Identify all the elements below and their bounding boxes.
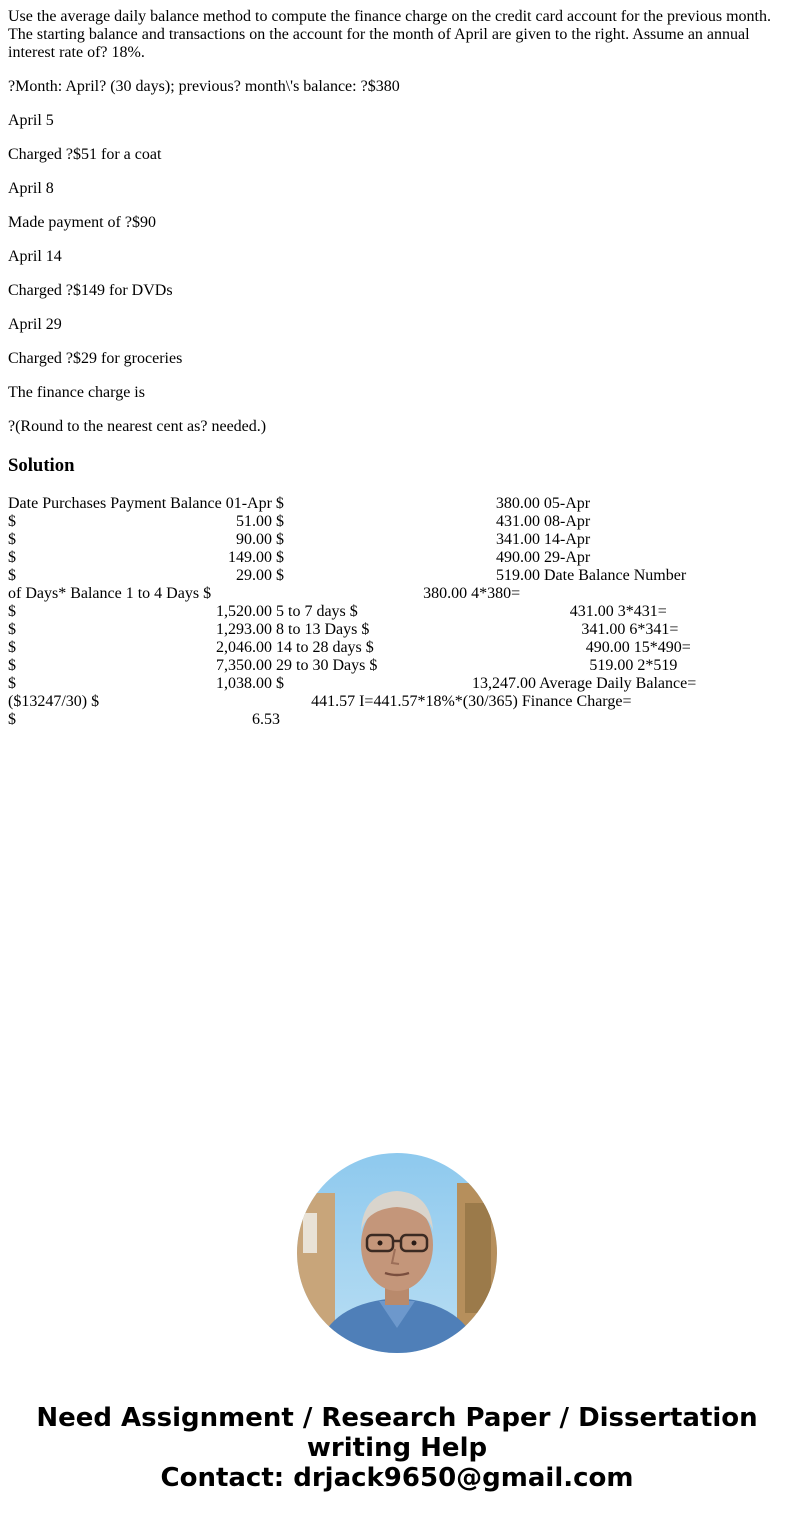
question-intro: Use the average daily balance method to compute the finance charge on the credit card account for the previous month. The starting balance and transactions on the account for the month of April are given to the right. Assume an annual interest rate of? 18%.: [8, 8, 771, 61]
transaction-date: April 5: [8, 112, 54, 129]
transaction-date: April 14: [8, 248, 62, 265]
document-body: [0, 0, 794, 729]
transaction-date: April 29: [8, 316, 62, 333]
solution-line: $ 1,038.00 $ 13,247.00 Average Daily Balance=: [8, 675, 697, 692]
footer-banner: [0, 1403, 794, 1493]
transaction-desc: Charged ?$149 for DVDs: [8, 282, 173, 299]
transaction-desc: Charged ?$51 for a coat: [8, 146, 162, 163]
solution-line: $ 29.00 $ 519.00 Date Balance Number: [8, 567, 687, 584]
footer-contact: Contact: drjack9650@gmail.com: [160, 1463, 634, 1493]
solution-line: of Days* Balance 1 to 4 Days $ 380.00 4*380=: [8, 585, 521, 602]
solution-line: Date Purchases Payment Balance 01-Apr $ 380.00 05-Apr: [8, 495, 591, 512]
transaction-desc: Charged ?$29 for groceries: [8, 350, 183, 367]
solution-line: $ 1,520.00 5 to 7 days $ 431.00 3*431=: [8, 603, 667, 620]
solution-line: $ 2,046.00 14 to 28 days $ 490.00 15*490=: [8, 639, 691, 656]
month-info: ?Month: April? (30 days); previous? month\'s balance: ?$380: [8, 78, 400, 95]
footer-line: Need Assignment / Research Paper / Dissertation: [36, 1403, 758, 1433]
solution-line: $ 6.53: [8, 711, 280, 728]
solution-line: $ 51.00 $ 431.00 08-Apr: [8, 513, 591, 530]
transaction-date: April 8: [8, 180, 54, 197]
solution-line: $ 1,293.00 8 to 13 Days $ 341.00 6*341=: [8, 621, 679, 638]
solution-block: [8, 495, 786, 729]
transaction-desc: Made payment of ?$90: [8, 214, 156, 231]
rounding-note: ?(Round to the nearest cent as? needed.): [8, 418, 267, 435]
solution-line: $ 7,350.00 29 to 30 Days $ 519.00 2*519: [8, 657, 678, 674]
solution-line: $ 149.00 $ 490.00 29-Apr: [8, 549, 591, 566]
solution-line: $ 90.00 $ 341.00 14-Apr: [8, 531, 591, 548]
solution-heading: Solution: [8, 455, 75, 476]
person-photo-icon: [297, 1153, 497, 1353]
finance-charge-prompt: The finance charge is: [8, 384, 145, 401]
solution-line: ($13247/30) $ 441.57 I=441.57*18%*(30/365) Finance Charge=: [8, 693, 632, 710]
footer-line: writing Help: [306, 1433, 488, 1463]
author-avatar: [297, 1153, 497, 1353]
